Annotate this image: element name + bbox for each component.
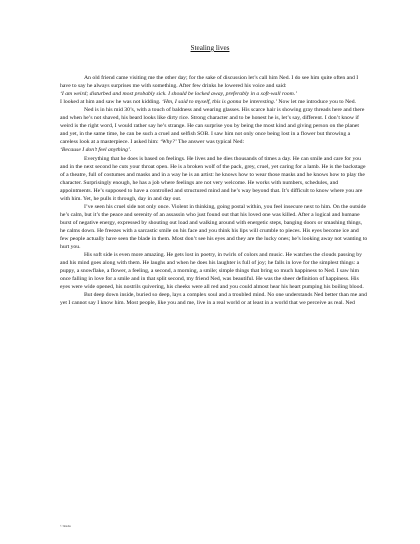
introduce-text-end: Now let me introduce you to Ned. (277, 99, 356, 106)
description-answer: The answer was typical Ned: (176, 139, 245, 146)
document-body (60, 66, 368, 307)
ned-answer: ‘Because I don’t feel anything’. (60, 147, 132, 154)
inner-thought: ‘Hm, I said to myself, this is gonna be interesting.’ (161, 99, 277, 106)
paragraph-cruel-side: I’ve seen his cruel side not only once. Violent in thinking, going postal within, you feel insecure next to him. On the outside he’s calm, but it’s the peace and serenity of an assassin who just found out that his loved one was killed. After a logical and humane burst of negative energy, expressed by shouting out load and walking around with energetic steps, banging doors or smashing things, he calms down. He freezes with a sarcastic smile on his face and you think his lips will crumble to pieces. His eyes become ice and few people actually have seen the blade in them. Most don’t see his eyes and they are the lucky ones; he’s looking away not wanting to hurt you. (60, 203, 368, 251)
paragraph-intro: An old friend came visiting me the other day; for the sake of discussion let’s call him Ned. I do see him quite often and I have to say he always surprises me with something. After few drinks he lowered his voice and said: (60, 75, 359, 90)
paragraph-deep-down: But deep down inside, buried so deep, lays a complex soul and a troubled mind. No one understands Ned better than me and yet I cannot say I know him. Most people, like you and me, live in a real world or at least in a world that we perceive as real. Ned (60, 292, 367, 307)
blank-line (60, 66, 368, 74)
document-title: Stealing lives (190, 44, 230, 52)
paragraph-feelings: Everything that he does is based on feelings. He lives and he dies thousands of times a day. He can smile and care for you and in the next second he cuts your throat open. He is a broken wolf of the pack, grey, cruel, yet caring for a lamb. He is the backstage of a theatre, full of costumes and masks and in a way he is an artist: he knows how to wear those masks and he knows how to play the character. Surprisingly enough, he has a job where feelings are not very welcome. He works with numbers, schedules, and appointments. He’s supposed to have a controlled and structured mind and he’s way beyond that. It’s difficult to know where you are with him. Yet, he pulls it through, day in and day out. (60, 155, 366, 202)
question-why: ‘Why?’ (159, 139, 177, 146)
paragraph-soft-side: His soft side is even more amazing. He gets lost in poetry, in twirls of colors and music. He watches the clouds passing by and his mind goes along with them. He laughs and when he does his laughter is full of joy; he falls in love for the simplest things: a puppy, a snowflake, a flower, a feeling, a second, a morning, a smile; simple things that bring so much happiness to Ned. I saw him once falling in love for a smile and in that split second, my friend Ned, was beautiful. He was the sheer definition of happiness. His eyes were wide opened, his nostrils quivering, his cheeks were all red and you could almost hear his heart pumping his boiling blood. (60, 252, 364, 291)
paragraph-description (60, 106, 368, 146)
paragraph-introduce-ned (60, 98, 368, 106)
description-text: Ned is in his mid 30’s, with a touch of baldness and wearing glasses. His scarce hair is showing gray threads here and there and when he’s not shaved, his beard looks like dirty rice. Strong character and to be honest he is, let’s say, different. I don’t know if weird is the right word, I would rather say he’s strange. He can surprise you by being the most kind and giving person on the planet and yet, in the same time, he can be such a cruel and selfish SOB. I saw him not only once being lost in a flower but throwing a careless look at a masterpiece. I asked him: (60, 107, 365, 146)
introduce-text: I looked at him and saw he was not kidding. (60, 99, 162, 106)
ned-quote: ‘I am weird; disturbed and most probably sick. I should be locked away, preferably in a soft-wall room.’ (60, 91, 298, 98)
page-footer: © Radu (60, 524, 71, 528)
